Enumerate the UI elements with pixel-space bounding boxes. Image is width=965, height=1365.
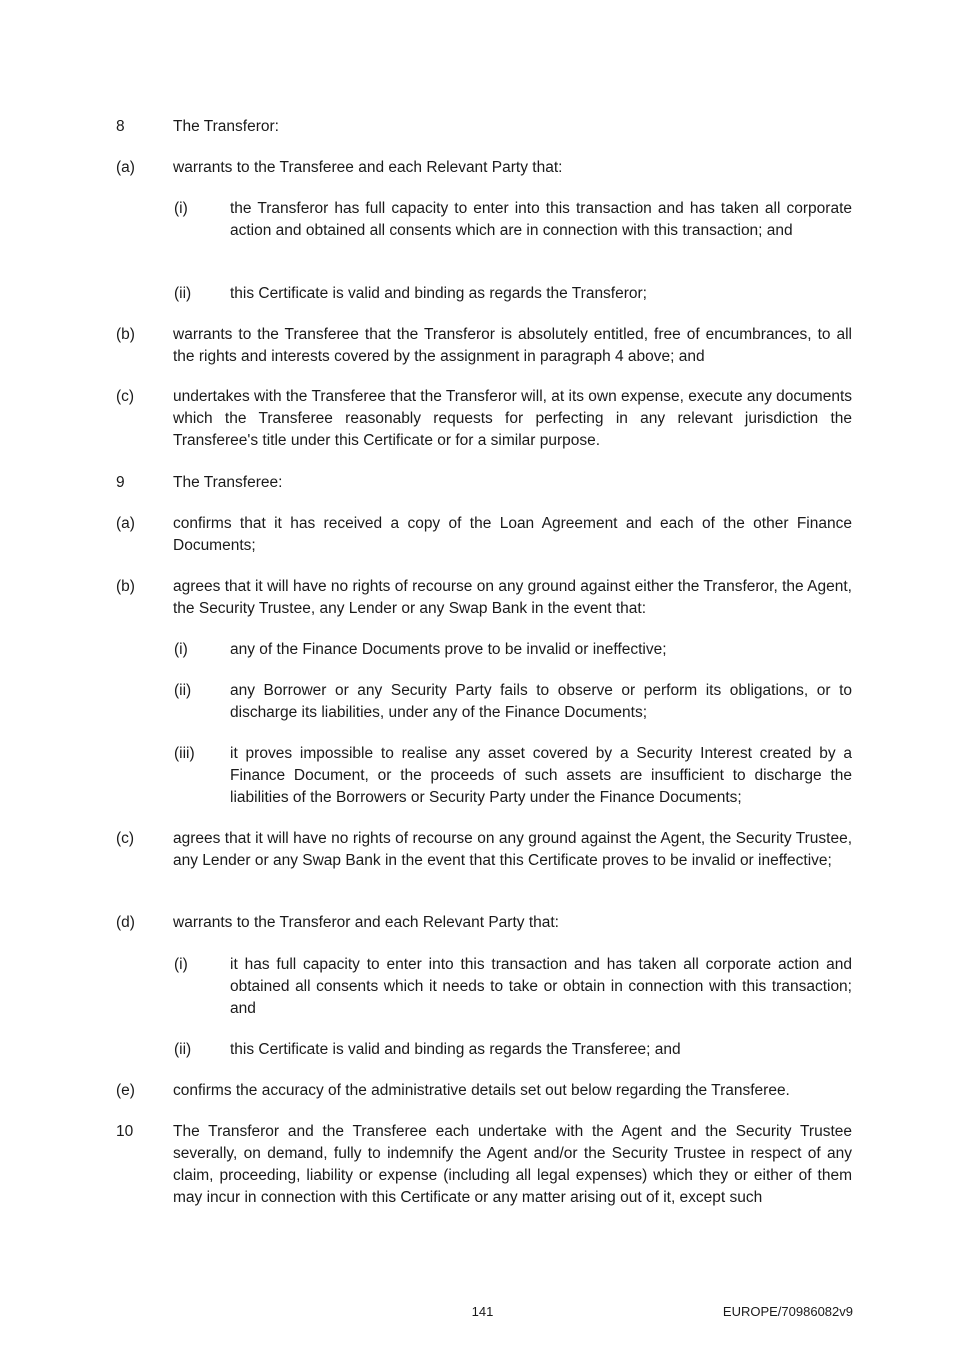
clause-number: 8 bbox=[116, 118, 125, 135]
clause-text: it has full capacity to enter into this transaction and has taken all corporate action and obtained all consents which it needs to take or obtain in connection with this transaction; and bbox=[230, 956, 852, 1017]
clause-text: agrees that it will have no rights of recourse on any ground against the Agent, the Security Trustee, any Lender or any Swap Bank in the event that this Certificate proves to be invalid or ineffective; bbox=[173, 830, 852, 869]
clause-number: (a) bbox=[116, 159, 135, 176]
clause-text: this Certificate is valid and binding as regards the Transferee; and bbox=[230, 1041, 681, 1058]
clause-number: (b) bbox=[116, 578, 135, 595]
clause-number: 9 bbox=[116, 474, 125, 491]
clause-number: (i) bbox=[174, 956, 188, 973]
clause-number: (e) bbox=[116, 1082, 135, 1099]
clause-text: The Transferor and the Transferee each undertake with the Agent and the Security Trustee severally, on demand, fully to indemnify the Agent and/or the Security Trustee in respect of any claim, proceeding, liability or expense (including all legal expenses) which they or either of them may incur in connection with this Certificate or any matter arising out of it, except such bbox=[173, 1123, 852, 1206]
clause-text: agrees that it will have no rights of recourse on any ground against either the Transferor, the Agent, the Security Trustee, any Lender or any Swap Bank in the event that: bbox=[173, 578, 852, 617]
clause-number: 10 bbox=[116, 1123, 134, 1140]
clause-number: (c) bbox=[116, 830, 135, 847]
clause-number: (i) bbox=[174, 200, 188, 217]
clause-number: (ii) bbox=[174, 285, 192, 302]
clause-text: warrants to the Transferee that the Transferor is absolutely entitled, free of encumbrances, to all the rights and interests covered by the assignment in paragraph 4 above; and bbox=[173, 326, 852, 365]
clause-text: any of the Finance Documents prove to be invalid or ineffective; bbox=[230, 641, 667, 658]
clause-text: The Transferor: bbox=[173, 118, 279, 135]
clause-number: (i) bbox=[174, 641, 188, 658]
clause-text: warrants to the Transferee and each Relevant Party that: bbox=[173, 159, 563, 176]
clause-text: any Borrower or any Security Party fails to observe or perform its obligations, or to discharge its liabilities, under any of the Finance Documents; bbox=[230, 682, 852, 721]
document-reference: EUROPE/70986082v9 bbox=[722, 1304, 853, 1319]
clause-number: (iii) bbox=[174, 745, 195, 762]
clause-text: confirms the accuracy of the administrative details set out below regarding the Transferee. bbox=[173, 1082, 790, 1099]
clause-number: (ii) bbox=[174, 682, 192, 699]
clause-text: confirms that it has received a copy of the Loan Agreement and each of the other Finance Documents; bbox=[173, 515, 852, 554]
clause-number: (ii) bbox=[174, 1041, 192, 1058]
clause-text: the Transferor has full capacity to enter into this transaction and has taken all corporate action and obtained all consents which are in connection with this transaction; and bbox=[230, 200, 852, 239]
clause-text: it proves impossible to realise any asset covered by a Security Interest created by a Finance Document, or the proceeds of such assets are insufficient to discharge the liabilities of the Borrowers or Security Party under the Finance Documents; bbox=[230, 745, 852, 806]
clause-text: undertakes with the Transferee that the Transferor will, at its own expense, execute any documents which the Transferee reasonably requests for perfecting in any relevant jurisdiction the Transferee's title under this Certificate or for a similar purpose. bbox=[173, 388, 852, 449]
clause-text: this Certificate is valid and binding as regards the Transferor; bbox=[230, 285, 647, 302]
clause-number: (b) bbox=[116, 326, 135, 343]
clause-number: (c) bbox=[116, 388, 135, 405]
clause-text: The Transferee: bbox=[173, 474, 283, 491]
clause-number: (a) bbox=[116, 515, 135, 532]
clause-text: warrants to the Transferor and each Relevant Party that: bbox=[173, 914, 559, 931]
page-number: 141 bbox=[471, 1304, 494, 1319]
clause-number: (d) bbox=[116, 914, 135, 931]
